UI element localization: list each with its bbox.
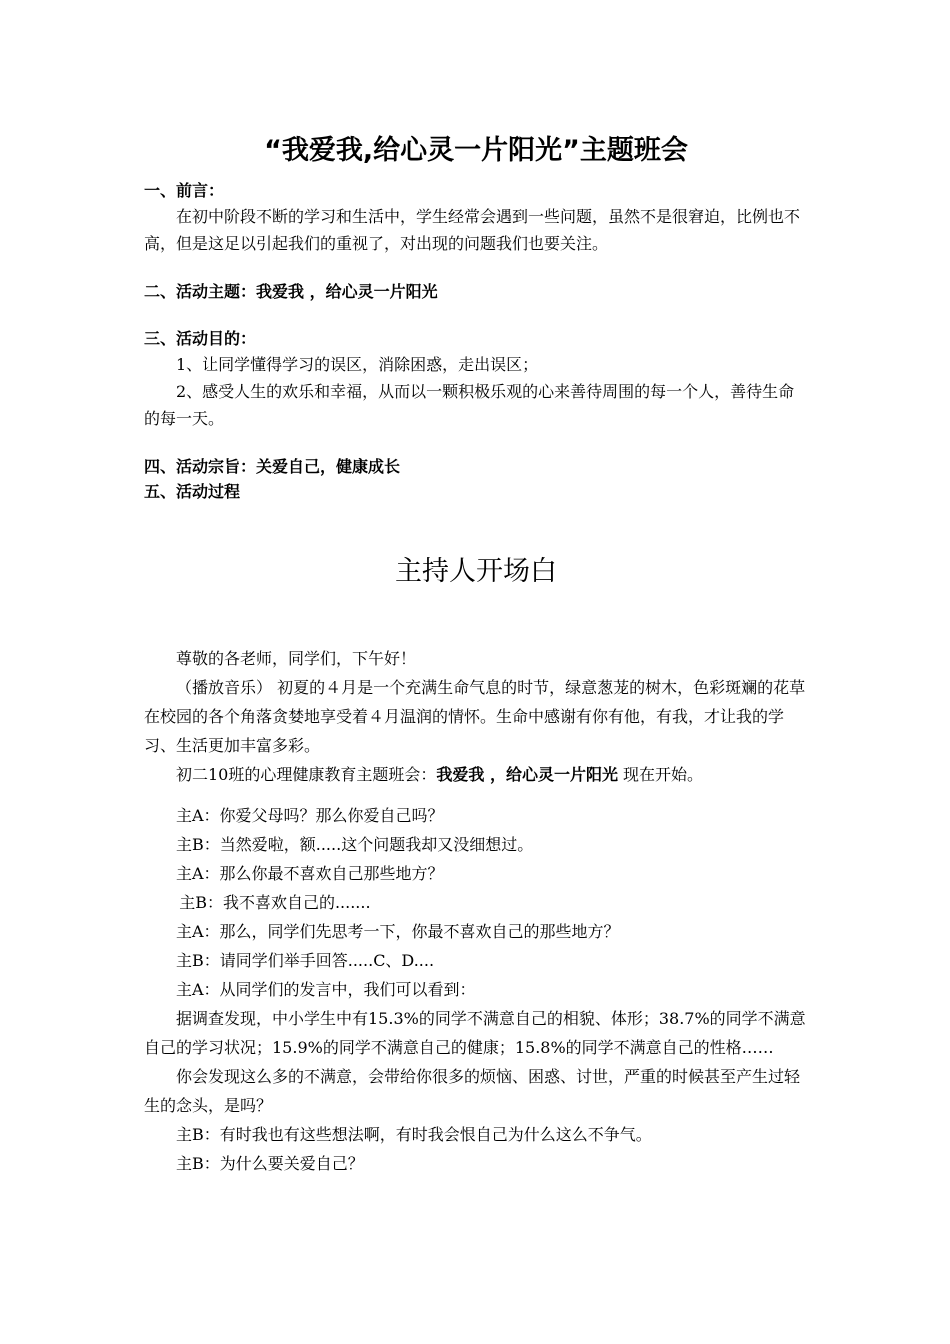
worry-paragraph: 你会发现这么多的不满意，会带给你很多的烦恼、困惑、讨世，严重的时候甚至产生过轻生的念头，是吗？ <box>144 1067 801 1115</box>
dialogue-line: 主B：我不喜欢自己的....... <box>179 893 371 912</box>
purpose-item-2: 2、感受人生的欢乐和幸福，从而以一颗积极乐观的心来善待周围的每一个人，善待生命的每一天。 <box>144 382 795 428</box>
section-process-heading: 五、活动过程 <box>144 482 241 501</box>
dialogue-line: 主A：那么，同学们先思考一下，你最不喜欢自己的那些地方？ <box>176 922 620 941</box>
announce-line <box>144 760 808 789</box>
music-paragraph: （播放音乐） 初夏的４月是一个充满生命气息的时节，绿意葱茏的树木，色彩斑斓的花草在校园的各个角落贪婪地享受着４月温润的情怀。生命中感谢有你有他，有我，才让我的学习、生活更加丰富多彩。 <box>144 678 806 755</box>
dialogue-line: 主A：那么你最不喜欢自己那些地方？ <box>176 864 444 883</box>
purpose-item-1: 1、让同学懂得学习的误区，消除困惑，走出误区； <box>176 355 539 374</box>
document-title: “我爱我,给心灵一片阳光”主题班会 <box>264 135 688 166</box>
dialogue-line: 主A：从同学们的发言中，我们可以看到： <box>176 980 476 999</box>
dialogue-line: 主B：当然爱啦，额.....这个问题我却又没细想过。 <box>176 835 534 854</box>
announce-theme: 我爱我 ，给心灵一片阳光 <box>436 765 618 784</box>
section-theme-heading: 二、活动主题：我爱我 ，给心灵一片阳光 <box>144 282 438 301</box>
dialogue-line: 主B：请同学们举手回答.....C、D.... <box>176 951 435 970</box>
closing-line: 主B：有时我也有这些想法啊，有时我会恨自己为什么这么不争气。 <box>176 1125 652 1144</box>
survey-paragraph: 据调查发现，中小学生中有15.3%的同学不满意自己的相貌、体形；38.7%的同学不满意自己的学习状况；15.9%的同学不满意自己的健康；15.8%的同学不满意自己的性格…… <box>144 1009 806 1057</box>
announce-suffix: 现在开始。 <box>617 765 704 784</box>
announce-prefix: 初二10班的心理健康教育主题班会： <box>176 765 437 784</box>
section-purpose-heading: 三、活动目的： <box>144 329 257 348</box>
closing-line: 主B：为什么要关爱自己？ <box>176 1154 364 1173</box>
document-content <box>144 128 808 1178</box>
dialogue-line: 主A：你爱父母吗？那么你爱自己吗？ <box>176 806 444 825</box>
section-tenet-heading: 四、活动宗旨：关爱自己，健康成长 <box>144 457 401 476</box>
host-opening-title: 主持人开场白 <box>395 556 557 587</box>
greeting-text: 尊敬的各老师，同学们，下午好！ <box>176 649 417 668</box>
section-preface-heading: 一、前言： <box>144 181 225 200</box>
section-preface-text: 在初中阶段不断的学习和生活中，学生经常会遇到一些问题，虽然不是很窘迫，比例也不高，但是这足以引起我们的重视了，对出现的问题我们也要关注。 <box>144 207 801 253</box>
